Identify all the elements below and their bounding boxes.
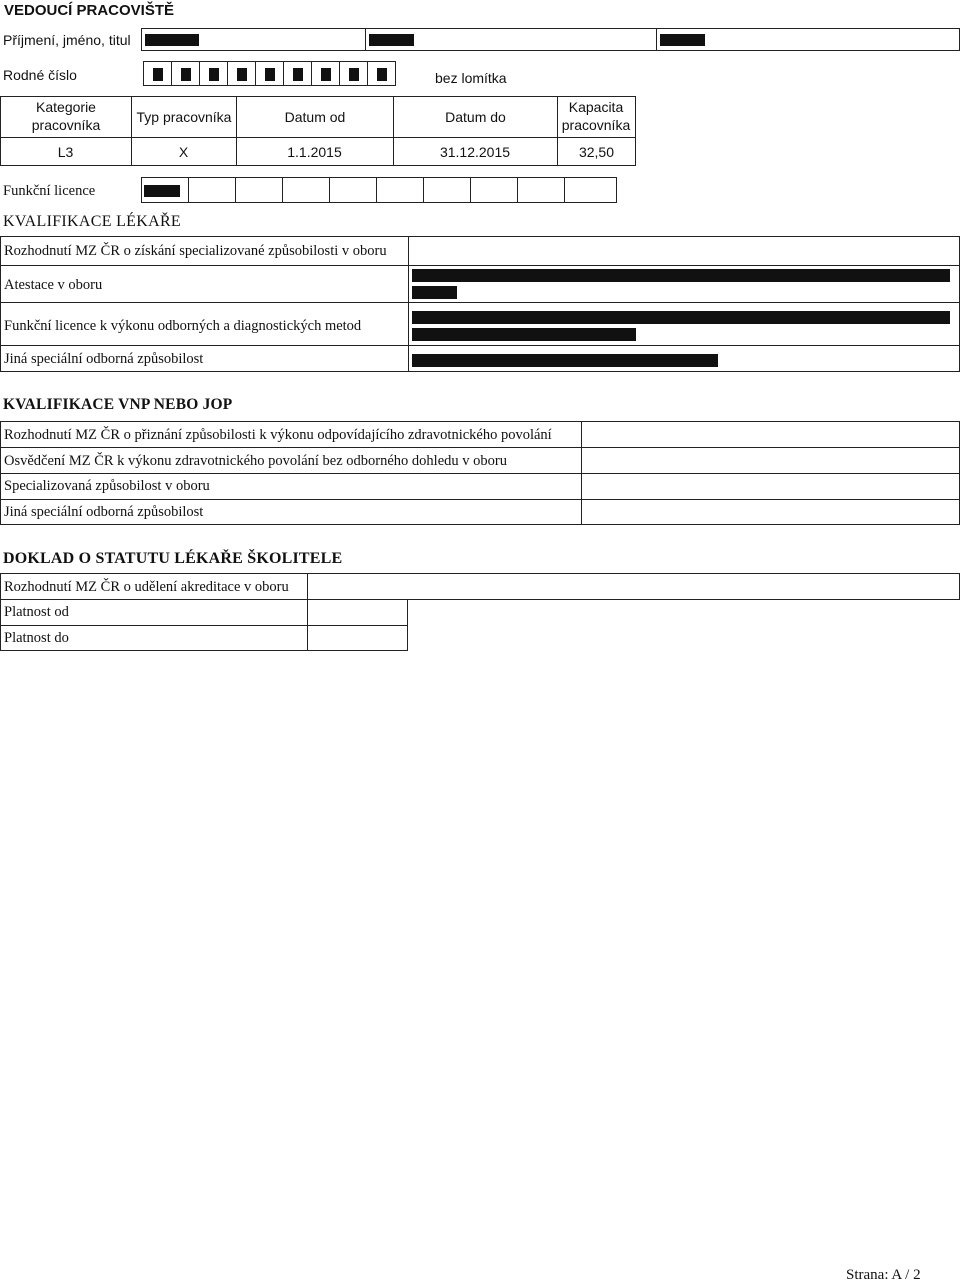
page-number: Strana: A / 2 <box>846 1267 921 1283</box>
redacted-value <box>265 68 275 81</box>
redacted-value <box>237 68 247 81</box>
platnost-od-label: Platnost od <box>4 604 69 620</box>
platnost-do-label: Platnost do <box>4 630 69 646</box>
skolitel-table <box>0 573 960 651</box>
vnp-osvedceni-value[interactable] <box>581 447 960 474</box>
rozhodnuti-value[interactable] <box>408 236 960 266</box>
akreditace-label: Rozhodnutí MZ ČR o udělení akreditace v oboru <box>4 579 289 595</box>
licence-box[interactable] <box>329 177 377 203</box>
vnp-specializovana-label: Specializovaná způsobilost v oboru <box>4 478 210 494</box>
redacted-value <box>153 68 163 81</box>
redacted-value <box>412 328 636 341</box>
header-datum-do: Datum do <box>445 109 506 125</box>
rc-digit-box[interactable] <box>255 61 284 86</box>
cell-datum-od[interactable]: 1.1.2015 <box>287 144 342 160</box>
platnost-od-value[interactable] <box>307 599 408 626</box>
header-datum-od: Datum od <box>284 109 346 125</box>
funkcni-licence-vykon-label: Funkční licence k výkonu odborných a diagnostických metod <box>4 318 362 334</box>
licence-box[interactable] <box>282 177 330 203</box>
rc-digit-boxes[interactable] <box>143 61 399 86</box>
firstname-field[interactable] <box>365 28 657 51</box>
licence-box[interactable] <box>423 177 471 203</box>
section-heading-vedouci: VEDOUCÍ PRACOVIŠTĚ <box>4 2 175 19</box>
redacted-value <box>349 68 359 81</box>
section-heading-kvalifikace-vnp: KVALIFIKACE VNP NEBO JOP <box>3 396 233 413</box>
vnp-rozhodnuti-value[interactable] <box>581 421 960 448</box>
rc-digit-box[interactable] <box>311 61 340 86</box>
vnp-jina-value[interactable] <box>581 499 960 525</box>
redacted-value <box>181 68 191 81</box>
cell-datum-do[interactable]: 31.12.2015 <box>439 144 511 160</box>
licence-box[interactable] <box>188 177 236 203</box>
licence-box[interactable] <box>376 177 424 203</box>
jina-value[interactable] <box>408 345 960 372</box>
redacted-value <box>412 286 457 299</box>
redacted-value <box>377 68 387 81</box>
header-kapacita: Kapacita pracovníka <box>561 99 631 133</box>
section-heading-kvalifikace-lekare: KVALIFIKACE LÉKAŘE <box>3 213 181 230</box>
rc-digit-box[interactable] <box>199 61 228 86</box>
header-typ: Typ pracovníka <box>136 109 232 125</box>
redacted-value <box>412 311 950 324</box>
redacted-value <box>660 34 705 46</box>
cell-kapacita[interactable]: 32,50 <box>578 144 615 160</box>
rc-digit-box[interactable] <box>171 61 200 86</box>
vnp-specializovana-value[interactable] <box>581 473 960 500</box>
atestace-value[interactable] <box>408 265 960 303</box>
redacted-value <box>144 185 180 197</box>
lekar-table <box>0 236 960 372</box>
licence-box[interactable] <box>235 177 283 203</box>
vnp-rozhodnuti-label: Rozhodnutí MZ ČR o přiznání způsobilosti k výkonu odpovídajícího zdravotnického povolání <box>4 427 552 443</box>
akreditace-value[interactable] <box>307 573 960 600</box>
redacted-value <box>369 34 414 46</box>
rozhodnuti-label: Rozhodnutí MZ ČR o získání specializované způsobilosti v oboru <box>4 243 387 259</box>
redacted-value <box>209 68 219 81</box>
funkcni-licence-vykon-value[interactable] <box>408 302 960 346</box>
redacted-value <box>145 34 199 46</box>
funkcni-licence-label: Funkční licence <box>3 183 96 199</box>
jina-label: Jiná speciální odborná způsobilost <box>4 351 204 367</box>
cell-typ[interactable]: X <box>178 144 189 160</box>
funkcni-licence-boxes[interactable] <box>141 177 617 203</box>
licence-box[interactable] <box>470 177 518 203</box>
licence-box[interactable] <box>564 177 617 203</box>
rc-label: Rodné číslo <box>3 67 77 83</box>
rc-digit-box[interactable] <box>367 61 396 86</box>
cell-kategorie[interactable]: L3 <box>57 144 74 160</box>
licence-box[interactable] <box>141 177 189 203</box>
rc-digit-box[interactable] <box>143 61 172 86</box>
platnost-do-value[interactable] <box>307 625 408 651</box>
vnp-osvedceni-label: Osvědčení MZ ČR k výkonu zdravotnického povolání bez odborného dohledu v oboru <box>4 453 507 469</box>
worker-table <box>0 96 636 166</box>
redacted-value <box>412 354 718 367</box>
licence-box[interactable] <box>517 177 565 203</box>
rc-note: bez lomítka <box>435 70 507 86</box>
vnp-table <box>0 421 960 525</box>
rc-digit-box[interactable] <box>339 61 368 86</box>
vnp-jina-label: Jiná speciální odborná způsobilost <box>4 504 204 520</box>
redacted-value <box>293 68 303 81</box>
redacted-value <box>412 269 950 282</box>
surname-field[interactable] <box>141 28 366 51</box>
header-kategorie: Kategorie pracovníka <box>31 99 101 133</box>
section-heading-doklad: DOKLAD O STATUTU LÉKAŘE ŠKOLITELE <box>3 550 343 567</box>
name-label: Příjmení, jméno, titul <box>3 32 131 48</box>
divider <box>0 137 636 138</box>
rc-digit-box[interactable] <box>283 61 312 86</box>
rc-digit-box[interactable] <box>227 61 256 86</box>
atestace-label: Atestace v oboru <box>4 277 103 293</box>
redacted-value <box>321 68 331 81</box>
title-field[interactable] <box>656 28 960 51</box>
